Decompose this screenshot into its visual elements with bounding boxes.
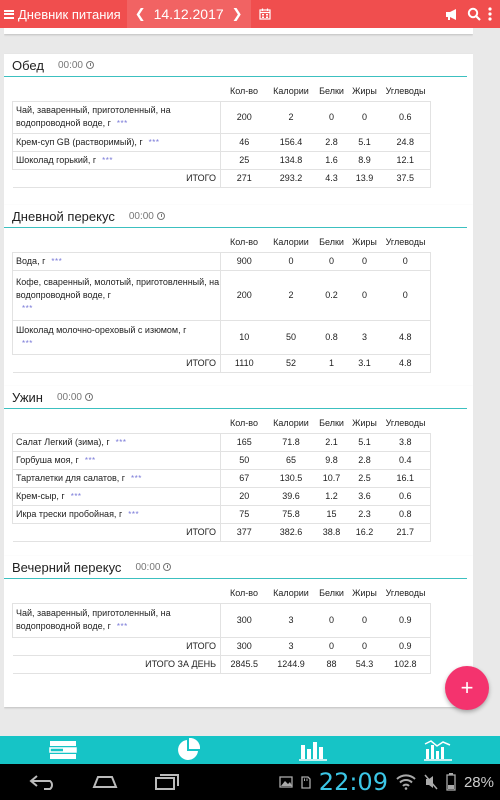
food-cal: 71.8 xyxy=(268,433,315,451)
diary-content[interactable] xyxy=(4,28,473,736)
food-name-text: Кофе, сваренный, молотый, приготовленный, на водопроводной воде, г xyxy=(16,276,220,300)
total-row xyxy=(13,169,431,187)
snack-card xyxy=(4,205,473,403)
meal-title: Вечерний перекус xyxy=(12,559,122,575)
food-carb: 0.6 xyxy=(381,101,431,133)
food-cal: 39.6 xyxy=(268,487,315,505)
food-cal: 2 xyxy=(268,101,315,133)
food-cal: 130.5 xyxy=(268,469,315,487)
table-row[interactable] xyxy=(13,151,431,169)
meal-header[interactable] xyxy=(4,556,467,579)
food-qty: 20 xyxy=(221,487,268,505)
megaphone-icon[interactable] xyxy=(445,8,460,21)
col-carb: Углеводы xyxy=(385,587,426,598)
day-total-fat: 54.3 xyxy=(349,655,381,673)
food-carb: 0 xyxy=(381,252,431,270)
food-qty: 300 xyxy=(221,603,268,637)
food-carb: 0.9 xyxy=(381,603,431,637)
food-prot: 0.2 xyxy=(315,270,349,320)
pie-chart-icon xyxy=(176,738,200,762)
app-title: Дневник питания xyxy=(18,6,121,22)
table-row[interactable] xyxy=(13,505,431,523)
more-dots-icon[interactable]: *** xyxy=(131,473,142,483)
food-name xyxy=(13,101,221,133)
day-total-label: ИТОГО ЗА ДЕНЬ xyxy=(13,655,221,673)
system-navigation-bar xyxy=(0,764,500,800)
lunch-table xyxy=(12,81,431,188)
col-prot: Белки xyxy=(319,587,344,598)
total-cal: 382.6 xyxy=(268,523,315,541)
food-cal: 75.8 xyxy=(268,505,315,523)
food-carb: 24.8 xyxy=(381,133,431,151)
food-name xyxy=(13,487,221,505)
table-row[interactable] xyxy=(13,320,431,354)
col-fat: Жиры xyxy=(352,587,377,598)
clock-icon xyxy=(85,393,93,401)
table-row[interactable] xyxy=(13,433,431,451)
total-row xyxy=(13,637,431,655)
food-fat: 2.3 xyxy=(349,505,381,523)
more-dots-icon[interactable]: *** xyxy=(116,119,128,128)
col-name xyxy=(13,81,221,101)
chevron-right-icon[interactable]: ❯ xyxy=(231,6,243,21)
day-total-qty: 2845.5 xyxy=(221,655,268,673)
food-name-text: Вода, г xyxy=(16,255,46,266)
total-fat: 3.1 xyxy=(349,354,381,372)
recents-button[interactable] xyxy=(148,769,186,795)
day-total-prot: 88 xyxy=(315,655,349,673)
food-fat: 3 xyxy=(349,320,381,354)
table-header xyxy=(13,583,431,603)
clock-icon xyxy=(86,61,94,69)
food-name-text: Салат Легкий (зима), г xyxy=(16,436,110,447)
snack-table xyxy=(12,232,431,373)
food-name-text: Тарталетки для салатов, г xyxy=(16,472,126,483)
total-cal: 52 xyxy=(268,354,315,372)
food-carb: 3.8 xyxy=(381,433,431,451)
evening-table xyxy=(12,583,431,674)
table-header xyxy=(13,81,431,101)
meal-title: Обед xyxy=(12,57,44,73)
total-label: ИТОГО xyxy=(13,354,221,372)
food-qty: 165 xyxy=(221,433,268,451)
food-name-text: Чай, заваренный, приготоленный, на водопроводной воде, г xyxy=(16,608,171,631)
total-qty: 300 xyxy=(221,637,268,655)
food-cal: 0 xyxy=(268,252,315,270)
food-name-text: Икра трески пробойная, г xyxy=(16,508,123,519)
meal-time-text: 00:00 xyxy=(135,561,161,573)
food-prot: 0 xyxy=(315,101,349,133)
bar-chart-icon xyxy=(298,739,328,761)
total-qty: 377 xyxy=(221,523,268,541)
food-cal: 50 xyxy=(268,320,315,354)
food-name xyxy=(13,603,221,637)
back-icon xyxy=(28,774,58,790)
col-cal: Калории xyxy=(273,85,309,96)
home-button[interactable] xyxy=(86,769,124,795)
meal-header[interactable] xyxy=(4,205,467,228)
day-total-cal: 1244.9 xyxy=(268,655,315,673)
dinner-table xyxy=(12,413,431,542)
table-row[interactable] xyxy=(13,133,431,151)
food-prot: 15 xyxy=(315,505,349,523)
more-dots-icon[interactable]: *** xyxy=(70,491,82,501)
food-carb: 0 xyxy=(381,270,431,320)
food-qty: 900 xyxy=(221,252,268,270)
food-name-text: Крем-сыр, г xyxy=(16,490,65,501)
food-name xyxy=(13,133,221,151)
food-cal: 65 xyxy=(268,451,315,469)
food-name-text: Крем-суп GB (растворимый), г xyxy=(16,136,143,147)
total-qty: 1110 xyxy=(221,354,268,372)
food-qty: 200 xyxy=(221,101,268,133)
day-total-carb: 102.8 xyxy=(381,655,431,673)
more-dots-icon[interactable]: *** xyxy=(22,303,33,313)
food-fat: 2.5 xyxy=(349,469,381,487)
col-fat: Жиры xyxy=(352,417,377,428)
food-qty: 67 xyxy=(221,469,268,487)
diary-icon xyxy=(49,740,77,760)
food-prot: 2.8 xyxy=(315,133,349,151)
table-row[interactable] xyxy=(13,270,431,320)
food-qty: 75 xyxy=(221,505,268,523)
food-fat: 8.9 xyxy=(349,151,381,169)
calendar-icon[interactable] xyxy=(259,8,271,20)
more-dots-icon[interactable]: *** xyxy=(128,509,140,519)
meal-time-text: 00:00 xyxy=(57,59,83,71)
dinner-card xyxy=(4,386,473,572)
home-icon xyxy=(90,775,120,789)
col-name xyxy=(13,413,221,433)
food-carb: 0.8 xyxy=(381,505,431,523)
total-fat: 13.9 xyxy=(349,169,381,187)
battery-icon xyxy=(446,773,456,791)
food-prot: 10.7 xyxy=(315,469,349,487)
col-name xyxy=(13,583,221,603)
col-prot: Белки xyxy=(319,417,344,428)
total-fat: 16.2 xyxy=(349,523,381,541)
meal-time[interactable] xyxy=(57,392,93,403)
food-fat: 5.1 xyxy=(349,433,381,451)
wifi-icon xyxy=(396,774,416,790)
total-row xyxy=(13,523,431,541)
food-qty: 25 xyxy=(221,151,268,169)
total-row xyxy=(13,354,431,372)
total-prot: 4.3 xyxy=(315,169,349,187)
food-name xyxy=(13,151,221,169)
recents-icon xyxy=(154,774,180,790)
food-carb: 16.1 xyxy=(381,469,431,487)
meal-header[interactable] xyxy=(4,386,467,409)
meal-time[interactable] xyxy=(135,562,171,573)
food-fat: 0 xyxy=(349,270,381,320)
menu-icon[interactable] xyxy=(4,10,14,19)
sd-card-icon xyxy=(301,776,311,789)
more-vert-icon[interactable] xyxy=(488,7,492,21)
food-name xyxy=(13,451,221,469)
add-food-button[interactable] xyxy=(445,666,489,710)
table-row[interactable] xyxy=(13,487,431,505)
meal-header[interactable] xyxy=(4,54,467,77)
food-prot: 0 xyxy=(315,252,349,270)
col-cal: Калории xyxy=(273,417,309,428)
food-name-text: Шоколад молочно-ореховый с изюмом, г xyxy=(16,325,187,335)
col-qty: Кол-во xyxy=(230,587,258,598)
chevron-left-icon[interactable]: ❮ xyxy=(134,6,146,21)
lunch-card xyxy=(4,54,473,221)
total-label: ИТОГО xyxy=(13,637,221,655)
food-fat: 3.6 xyxy=(349,487,381,505)
total-carb: 0.9 xyxy=(381,637,431,655)
tab-bar-chart[interactable] xyxy=(298,739,328,761)
table-row[interactable] xyxy=(13,469,431,487)
breakfast-card xyxy=(4,28,473,34)
food-name xyxy=(13,433,221,451)
total-qty: 271 xyxy=(221,169,268,187)
table-row[interactable] xyxy=(13,101,431,133)
total-carb: 37.5 xyxy=(381,169,431,187)
food-qty: 200 xyxy=(221,270,268,320)
total-label: ИТОГО xyxy=(13,169,221,187)
col-cal: Калории xyxy=(273,236,309,247)
food-carb: 4.8 xyxy=(381,320,431,354)
total-cal: 293.2 xyxy=(268,169,315,187)
food-prot: 2.1 xyxy=(315,433,349,451)
col-cal: Калории xyxy=(273,587,309,598)
food-name-text: Чай, заваренный, приготоленный, на водопроводной воде, г xyxy=(16,105,171,128)
date-navigator xyxy=(127,0,251,28)
back-button[interactable] xyxy=(24,769,62,795)
food-prot: 1.2 xyxy=(315,487,349,505)
current-date[interactable]: 14.12.2017 xyxy=(153,6,224,22)
evening-snack-card xyxy=(4,556,473,707)
food-fat: 0 xyxy=(349,252,381,270)
clock-icon xyxy=(163,563,171,571)
col-qty: Кол-во xyxy=(230,85,258,96)
col-prot: Белки xyxy=(319,236,344,247)
tab-diary[interactable] xyxy=(48,739,78,761)
more-dots-icon[interactable]: *** xyxy=(102,155,114,165)
food-prot: 1.6 xyxy=(315,151,349,169)
bottom-navigation xyxy=(0,736,500,764)
food-name xyxy=(13,252,221,270)
col-fat: Жиры xyxy=(352,236,377,247)
table-row[interactable] xyxy=(13,603,431,637)
table-row[interactable] xyxy=(13,451,431,469)
gallery-icon xyxy=(279,776,293,788)
total-prot: 1 xyxy=(315,354,349,372)
food-name-text: Шоколад горький, г xyxy=(16,154,97,165)
more-dots-icon[interactable]: *** xyxy=(116,622,128,631)
food-name xyxy=(13,469,221,487)
total-label: ИТОГО xyxy=(13,523,221,541)
food-qty: 10 xyxy=(221,320,268,354)
col-name xyxy=(13,232,221,252)
status-time: 22:09 xyxy=(318,768,388,796)
mute-icon xyxy=(424,774,438,790)
food-qty: 50 xyxy=(221,451,268,469)
more-dots-icon[interactable]: *** xyxy=(22,339,33,348)
total-prot: 0 xyxy=(315,637,349,655)
food-cal: 2 xyxy=(268,270,315,320)
food-cal: 156.4 xyxy=(268,133,315,151)
stats-icon xyxy=(423,739,453,761)
food-prot: 9.8 xyxy=(315,451,349,469)
col-carb: Углеводы xyxy=(385,85,426,96)
table-row[interactable] xyxy=(13,252,431,270)
food-fat: 0 xyxy=(349,101,381,133)
battery-percent: 28% xyxy=(463,773,494,791)
food-fat: 0 xyxy=(349,603,381,637)
food-qty: 46 xyxy=(221,133,268,151)
total-prot: 38.8 xyxy=(315,523,349,541)
col-fat: Жиры xyxy=(352,85,377,96)
meal-time-text: 00:00 xyxy=(128,210,154,222)
day-total-row xyxy=(13,655,431,673)
meal-title: Дневной перекус xyxy=(12,208,115,224)
food-cal: 3 xyxy=(268,603,315,637)
total-cal: 3 xyxy=(268,637,315,655)
food-name xyxy=(13,270,221,320)
meal-time-text: 00:00 xyxy=(56,391,82,403)
col-carb: Углеводы xyxy=(385,417,426,428)
total-carb: 21.7 xyxy=(381,523,431,541)
food-name xyxy=(13,320,221,354)
total-fat: 0 xyxy=(349,637,381,655)
more-dots-icon[interactable]: *** xyxy=(84,455,96,465)
food-prot: 0.8 xyxy=(315,320,349,354)
col-qty: Кол-во xyxy=(230,236,258,247)
food-fat: 2.8 xyxy=(349,451,381,469)
more-dots-icon[interactable]: *** xyxy=(148,137,160,147)
tab-pie-chart[interactable] xyxy=(173,739,203,761)
col-carb: Углеводы xyxy=(385,236,426,247)
col-qty: Кол-во xyxy=(230,417,258,428)
food-carb: 0.6 xyxy=(381,487,431,505)
food-cal: 134.8 xyxy=(268,151,315,169)
more-dots-icon[interactable]: *** xyxy=(51,256,63,266)
meal-time[interactable] xyxy=(129,211,165,222)
plus-icon: + xyxy=(460,675,474,700)
table-header xyxy=(13,232,431,252)
food-prot: 0 xyxy=(315,603,349,637)
search-icon[interactable] xyxy=(467,7,481,21)
table-header xyxy=(13,413,431,433)
col-prot: Белки xyxy=(319,85,344,96)
food-carb: 12.1 xyxy=(381,151,431,169)
meal-title: Ужин xyxy=(12,389,43,405)
more-dots-icon[interactable]: *** xyxy=(115,437,127,447)
food-name-text: Горбуша моя, г xyxy=(16,454,79,465)
food-name xyxy=(13,505,221,523)
tab-stats[interactable] xyxy=(423,739,453,761)
app-bar xyxy=(0,0,500,28)
total-carb: 4.8 xyxy=(381,354,431,372)
clock-icon xyxy=(157,212,165,220)
food-carb: 0.4 xyxy=(381,451,431,469)
food-fat: 5.1 xyxy=(349,133,381,151)
meal-time[interactable] xyxy=(58,60,94,71)
